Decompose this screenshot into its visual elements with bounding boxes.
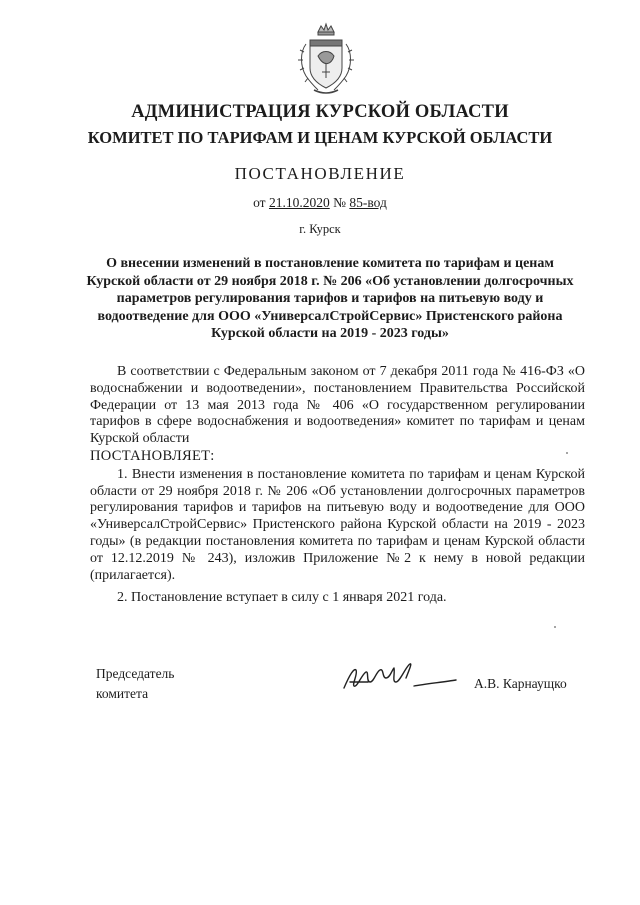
resolve-word: ПОСТАНОВЛЯЕТ: [90,447,215,464]
city: г. Курск [299,222,341,236]
item-1-paragraph: 1. Внести изменения в постановление комитета по тарифам и ценам Курской области от 29 ноября 2018 г. № 206 «Об установлении долгосрочных параметров регулирования тарифов и тарифов на питьевую воду и водоотведение для ООО «УниверсалСтройСервис» Пристенского района Курской области на 2019 - 2023 годы» (в редакции постановления комитета по тарифам и ценам Курской области от 12.12.2019 № 243), изложив Приложение №2 к нему в новой редакции (прилагается). [90,466,585,583]
handwritten-signature-icon [340,662,460,696]
position-line-2: комитета [96,686,149,701]
date-number-line [0,195,640,211]
date-prefix: от [253,195,266,210]
scan-speck [554,626,556,628]
document-number: 85-вод [349,195,387,210]
document-body [90,364,585,607]
document-type: ПОСТАНОВЛЕНИЕ [234,164,406,183]
preamble-paragraph: В соответствии с Федеральным законом от 7 декабря 2011 года № 416-ФЗ «О водоснабжении и водоотведении», постановлением Правительства Российской Федерации от 13 мая 2013 года № 406 «О государственном регулировании тарифов в сфере водоснабжения и водоотведения» комитет по тарифам и ценам Курской области [90,364,585,447]
committee-title: КОМИТЕТ ПО ТАРИФАМ И ЦЕНАМ КУРСКОЙ ОБЛАСТИ [87,128,553,147]
coat-of-arms-icon [296,22,356,98]
scan-speck [566,452,568,454]
administration-title: АДМИНИСТРАЦИЯ КУРСКОЙ ОБЛАСТИ [131,102,509,122]
document-subject: О внесении изменений в постановление комитета по тарифам и ценам Курской области от 29 ноября 2018 г. № 206 «Об установлении долгосрочных параметров регулирования тарифов и тарифов на питьевую воду и водоотведение для ООО «УниверсалСтройСервис» Пристенского района Курской области на 2019 - 2023 годы» [86,256,574,341]
signatory-position [96,664,174,704]
signatory-name: А.В. Карнаущко [474,676,567,691]
item-2-paragraph: 2. Постановление вступает в силу с 1 января 2021 года. [117,590,447,606]
number-prefix: № [333,195,346,210]
position-line-1: Председатель [96,666,175,681]
document-date: 21.10.2020 [268,195,330,210]
